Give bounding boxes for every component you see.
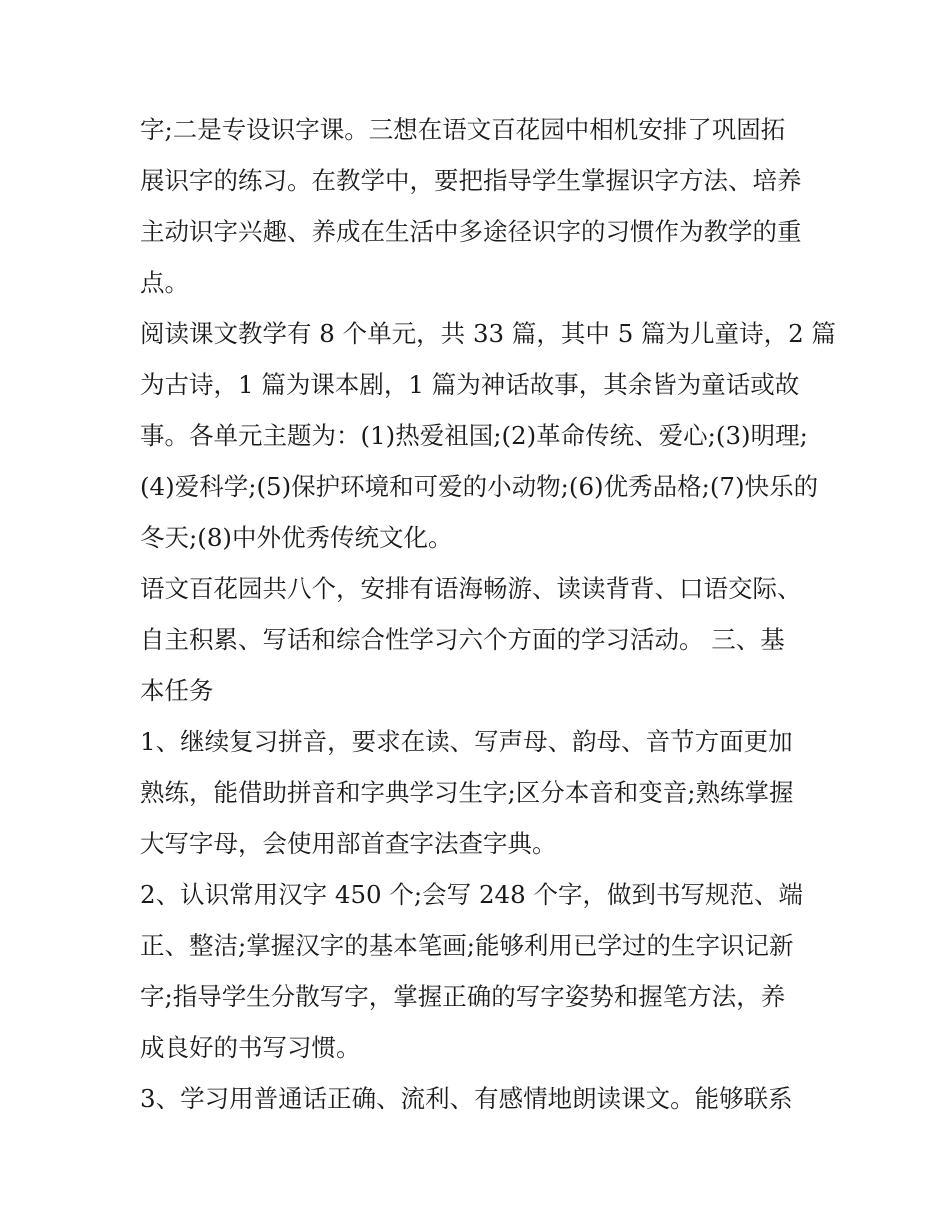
text-line: 2、认识常用汉字 450 个;会写 248 个字，做到书写规范、端 bbox=[140, 880, 804, 909]
text-line: 自主积累、写话和综合性学习六个方面的学习活动。 三、基 bbox=[140, 625, 785, 654]
text-line: (4)爱科学;(5)保护环境和可爱的小动物;(6)优秀品格;(7)快乐的 bbox=[140, 472, 819, 501]
text-line: 主动识字兴趣、养成在生活中多途径识字的习惯作为教学的重 bbox=[140, 217, 802, 246]
text-line: 点。 bbox=[140, 268, 189, 297]
text-line: 熟练，能借助拼音和字典学习生字;区分本音和变音;熟练掌握 bbox=[140, 778, 794, 807]
text-line: 为古诗，1 篇为课本剧，1 篇为神话故事，其余皆为童话或故 bbox=[140, 370, 800, 399]
text-line: 冬天;(8)中外优秀传统文化。 bbox=[140, 523, 453, 552]
text-line: 大写字母，会使用部首查字法查字典。 bbox=[140, 829, 557, 858]
text-line: 字;指导学生分散写字，掌握正确的写字姿势和握笔方法，养 bbox=[140, 982, 786, 1011]
text-line: 展识字的练习。在教学中，要把指导学生掌握识字方法、培养 bbox=[140, 166, 802, 195]
text-line: 字;二是专设识字课。三想在语文百花园中相机安排了巩固拓 bbox=[140, 115, 786, 144]
text-line: 阅读课文教学有 8 个单元，共 33 篇，其中 5 篇为儿童诗，2 篇 bbox=[140, 319, 836, 348]
text-line: 1、继续复习拼音，要求在读、写声母、韵母、音节方面更加 bbox=[140, 727, 793, 756]
body-text bbox=[140, 104, 836, 1124]
text-line: 正、整洁;掌握汉字的基本笔画;能够利用已学过的生字识记新 bbox=[140, 931, 794, 960]
text-line: 事。各单元主题为：(1)热爱祖国;(2)革命传统、爱心;(3)明理; bbox=[140, 421, 808, 450]
text-line: 语文百花园共八个，安排有语海畅游、读读背背、口语交际、 bbox=[140, 574, 802, 603]
text-line: 本任务 bbox=[140, 676, 214, 705]
text-line: 3、学习用普通话正确、流利、有感情地朗读课文。能够联系 bbox=[140, 1084, 793, 1113]
text-line: 成良好的书写习惯。 bbox=[140, 1033, 361, 1062]
